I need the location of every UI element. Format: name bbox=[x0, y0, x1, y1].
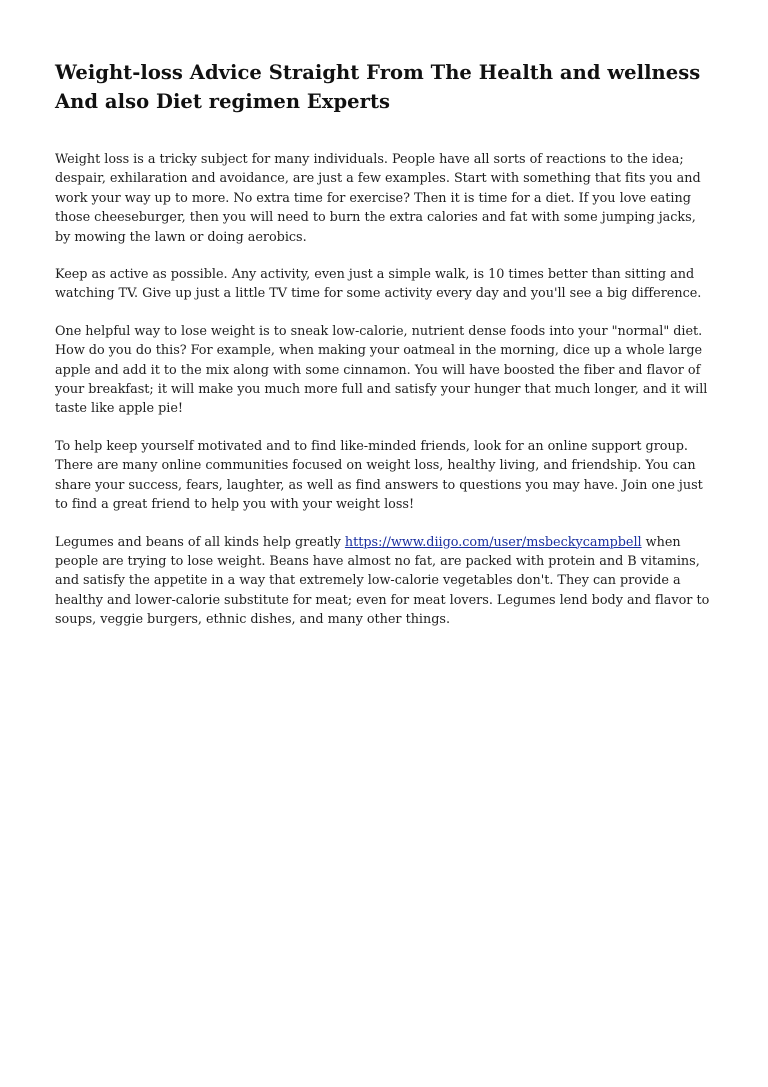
document-page bbox=[55, 58, 715, 648]
paragraph-support-group: To help keep yourself motivated and to find like-minded friends, look for an online support group. There are many online communities focused on weight loss, healthy living, and friendship. You can share your success, fears, laughter, as well as find answers to questions you may have. Join one just to find a great friend to help you with your weight loss! bbox=[55, 438, 703, 513]
paragraph-low-calorie-foods: One helpful way to lose weight is to sneak low-calorie, nutrient dense foods into your "normal" diet. How do you do this? For example, when making your oatmeal in the morning, dice up a whole large apple and add it to the mix along with some cinnamon. You will have boosted the fiber and flavor of your breakfast; it will make you much more full and satisfy your hunger that much longer, and it will taste like apple pie! bbox=[55, 323, 708, 417]
legumes-text-before-link: Legumes and beans of all kinds help greatly bbox=[55, 534, 345, 550]
document-title: Weight-loss Advice Straight From The Health and wellness And also Diet regimen Experts bbox=[55, 61, 701, 113]
diigo-profile-link[interactable]: https://www.diigo.com/user/msbeckycampbell bbox=[344, 534, 642, 550]
legumes-text-after-link: when people are trying to lose weight. Beans have almost no fat, are packed with protein and B vitamins, and satisfy the appetite in a way that extremely low-calorie vegetables don't. They can provide a healthy and lower-calorie substitute for meat; even for meat lovers. Legumes lend body and flavor to soups, veggie burgers, ethnic dishes, and many other things. bbox=[55, 534, 710, 628]
paragraph-activity: Keep as active as possible. Any activity, even just a simple walk, is 10 times better than sitting and watching TV. Give up just a little TV time for some activity every day and you'll see a big difference. bbox=[55, 267, 702, 302]
paragraph-legumes bbox=[55, 533, 715, 630]
paragraph-intro: Weight loss is a tricky subject for many individuals. People have all sorts of reactions to the idea; despair, exhilaration and avoidance, are just a few examples. Start with something that fits you and work your way up to more. No extra time for exercise? Then it is time for a diet. If you love eating those cheeseburger, then you will need to burn the extra calories and fat with some jumping jacks, by mowing the lawn or doing aerobics. bbox=[55, 152, 701, 245]
